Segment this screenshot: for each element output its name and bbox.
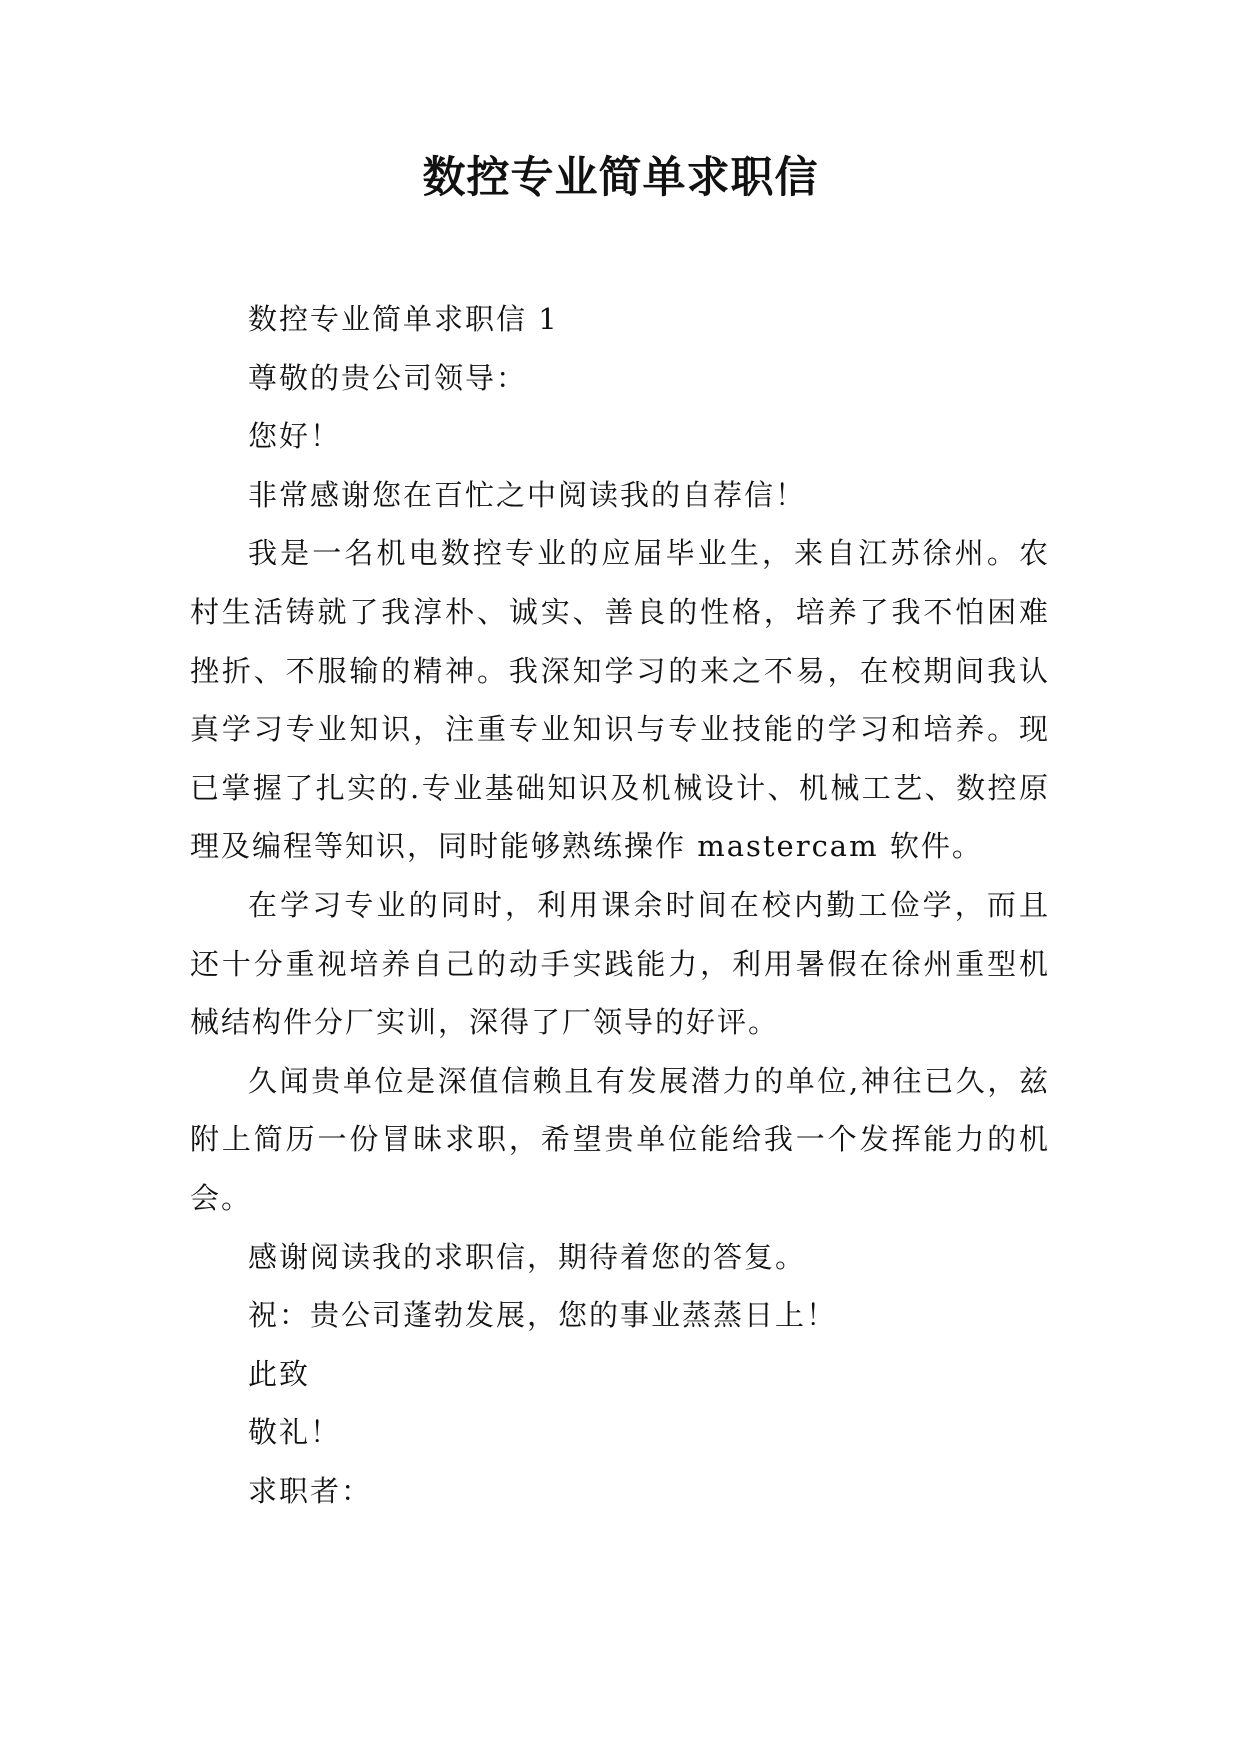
closing-formula: 此致	[248, 1356, 311, 1391]
greeting: 您好！	[248, 419, 342, 454]
closing-thanks: 感谢阅读我的求职信，期待着您的答复。	[248, 1239, 807, 1274]
application-paragraph: 久闻贵单位是深值信赖且有发展潜力的单位,神往已久，兹附上简历一份冒昧求职，希望贵单位能给我一个发挥能力的机会。	[190, 1063, 1050, 1215]
thanks-paragraph: 非常感谢您在百忙之中阅读我的自荐信！	[248, 477, 807, 512]
document-body	[190, 290, 1050, 1520]
practice-paragraph: 在学习专业的同时，利用课余时间在校内勤工俭学，而且还十分重视培养自己的动手实践能力，利用暑假在徐州重型机械结构件分厂实训，深得了厂领导的好评。	[190, 887, 1050, 1040]
intro-paragraph: 我是一名机电数控专业的应届毕业生，来自江苏徐州。农村生活铸就了我淳朴、诚实、善良的性格，培养了我不怕困难挫折、不服输的精神。我深知学习的来之不易，在校期间我认真学习专业知识，注重专业知识与专业技能的学习和培养。现已掌握了扎实的.专业基础知识及机械设计、机械工艺、数控原理及编程等知识，同时能够熟练操作 mastercam 软件。	[190, 536, 1050, 864]
applicant-signature: 求职者：	[248, 1473, 373, 1508]
closing-salute: 敬礼！	[248, 1415, 342, 1450]
salutation: 尊敬的贵公司领导：	[248, 360, 528, 395]
heading-letter-number: 数控专业简单求职信 1	[248, 302, 559, 336]
wishes: 祝：贵公司蓬勃发展，您的事业蒸蒸日上！	[248, 1298, 838, 1333]
document-title: 数控专业简单求职信	[422, 153, 819, 203]
